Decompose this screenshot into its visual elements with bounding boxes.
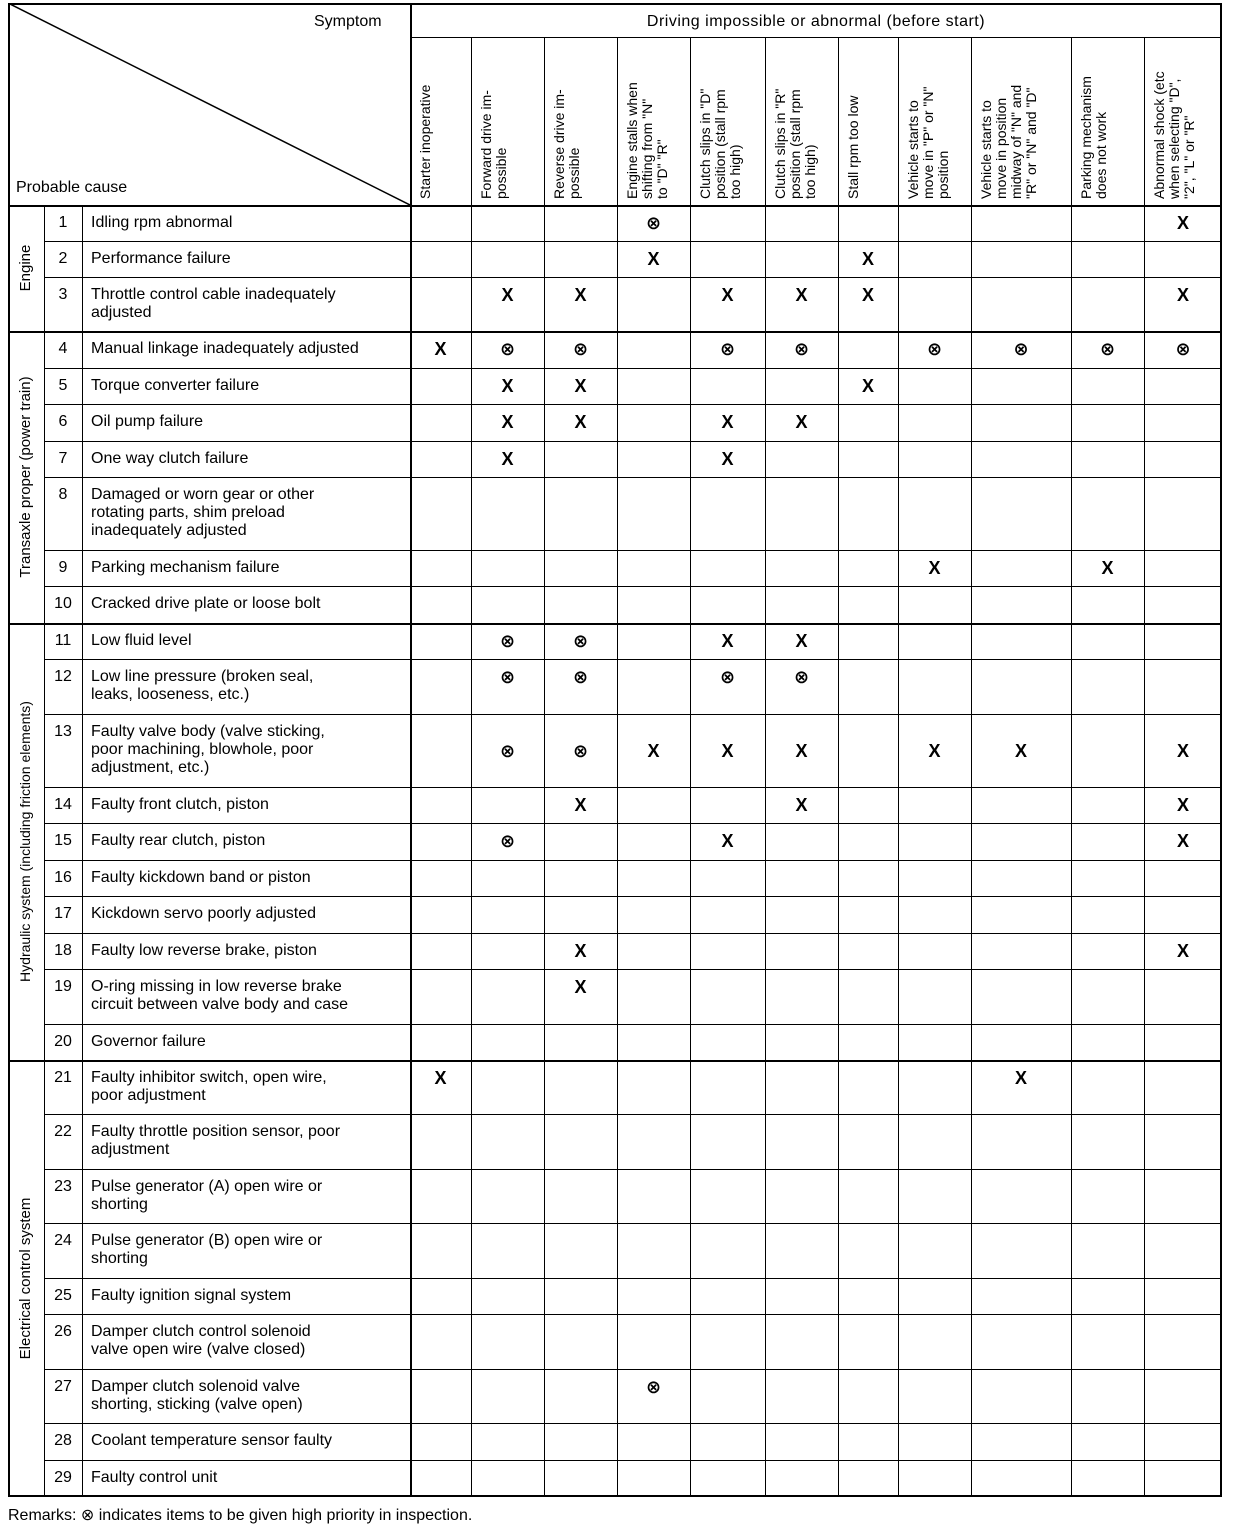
priority-mark: ⊗ [499,831,516,851]
group-label-4: Electrical control system [17,1197,34,1360]
symptom-group-title: Driving impossible or abnormal (before start) [646,13,986,30]
row-number: 16 [54,869,72,886]
row-number: 12 [54,668,72,685]
probable-cause: Faulty ignition signal system [91,1287,292,1304]
probable-cause: Oil pump failure [91,413,204,430]
probable-cause: Damaged or worn gear or other rotating parts, shim preload inadequately adjusted [91,486,315,539]
symptom-header-4: Engine stalls when shifting from "N" to "D" "R" [624,82,670,199]
row-rule [44,1423,1222,1424]
probable-cause: Damper clutch solenoid valve shorting, sticking (valve open) [91,1378,303,1413]
priority-mark: ⊗ [1099,339,1116,359]
symptom-mark: X [721,631,734,651]
probable-cause: Faulty rear clutch, piston [91,832,266,849]
row-rule [44,860,1222,861]
priority-mark: ⊗ [499,740,516,761]
priority-mark: ⊗ [793,339,810,359]
row-rule [44,1114,1222,1115]
priority-mark: ⊗ [645,213,662,233]
row-rule [44,1314,1222,1315]
row-rule [44,1223,1222,1224]
probable-cause: Faulty inhibitor switch, open wire, poor adjustment [91,1069,327,1104]
priority-mark: ⊗ [499,339,516,359]
probable-cause: Torque converter failure [91,377,260,394]
group-label-1: Engine [17,244,34,292]
probable-cause: Low line pressure (broken seal, leaks, looseness, etc.) [91,668,314,703]
symptom-header-9: Vehicle starts to move in position midway of "N" and "R" or "N" and "D" [978,84,1039,199]
group-separator-rule [8,623,1222,625]
row-rule [44,1169,1222,1170]
symptom-mark: X [861,376,874,396]
row-number: 5 [58,377,68,394]
symptom-mark: X [795,285,808,305]
row-number: 21 [54,1069,72,1086]
cause-column-right-rule [410,205,412,1497]
symptom-mark: X [928,740,941,761]
symptom-header-3: Reverse drive im- possible [551,89,582,199]
probable-cause: O-ring missing in low reverse brake circuit between valve body and case [91,978,349,1013]
row-rule [44,277,1222,278]
symptom-mark: X [1101,558,1114,578]
row-number: 24 [54,1232,72,1249]
header-bottom-rule [8,205,1222,207]
symptom-mark: X [574,977,587,997]
symptom-mark: X [574,376,587,396]
row-number: 4 [58,340,68,357]
probable-cause: Throttle control cable inadequately adjusted [91,286,336,321]
probable-cause: Low fluid level [91,632,192,649]
row-number: 25 [54,1287,72,1304]
row-rule [44,241,1222,242]
probable-cause: Idling rpm abnormal [91,214,233,231]
row-number: 6 [58,413,68,430]
symptom-mark: X [574,795,587,815]
probable-cause: Faulty kickdown band or piston [91,869,311,886]
symptom-mark: X [721,740,734,761]
symptom-header-7: Stall rpm too low [845,95,861,199]
symptom-mark: X [795,795,808,815]
row-rule [44,714,1222,715]
row-rule [44,550,1222,551]
row-rule [44,441,1222,442]
row-number: 26 [54,1323,72,1340]
symptom-mark: X [795,631,808,651]
row-rule [44,896,1222,897]
row-rule [44,787,1222,788]
row-number: 8 [58,486,68,503]
row-rule [44,477,1222,478]
probable-cause: Pulse generator (A) open wire or shorting [91,1178,323,1213]
probable-cause: Parking mechanism failure [91,559,280,576]
symptom-mark: X [501,376,514,396]
row-number: 9 [58,559,68,576]
symptom-mark: X [1014,1068,1027,1088]
row-number: 1 [58,214,68,231]
row-number: 29 [54,1469,72,1486]
row-number: 3 [58,286,68,303]
probable-cause: Faulty control unit [91,1469,218,1486]
row-number: 23 [54,1178,72,1195]
symptom-mark: X [1176,213,1189,233]
priority-mark: ⊗ [719,667,736,687]
row-rule [44,368,1222,369]
symptom-header-11: Abnormal shock (etc when selecting "D", "2", "L" or "R" [1151,71,1197,199]
row-number: 20 [54,1033,72,1050]
symptom-mark: X [1176,285,1189,305]
row-number: 14 [54,796,72,813]
symptom-mark: X [434,1068,447,1088]
symptom-header-8: Vehicle starts to move in "P" or "N" position [905,86,951,199]
priority-mark: ⊗ [572,631,589,651]
symptom-header-10: Parking mechanism does not work [1078,76,1109,199]
table-border-bottom [8,1495,1222,1497]
row-number: 17 [54,905,72,922]
remarks-note: Remarks: ⊗ indicates items to be given high priority in inspection. [8,1507,473,1524]
row-number: 28 [54,1432,72,1449]
symptom-header-1: Starter inoperative [417,84,433,199]
symptom-header-6: Clutch slips in "R" position (stall rpm too high) [772,88,818,199]
symptom-mark: X [574,941,587,961]
probable-cause: Manual linkage inadequately adjusted [91,340,359,357]
row-rule [44,1278,1222,1279]
priority-mark: ⊗ [926,339,943,359]
symptom-label: Symptom [314,13,382,30]
symptom-header-2: Forward drive im- possible [478,90,509,199]
symptom-mark: X [1176,831,1189,851]
symptom-mark: X [795,740,808,761]
row-rule [44,1024,1222,1025]
symptom-mark: X [721,412,734,432]
priority-mark: ⊗ [1175,339,1191,359]
probable-cause: Pulse generator (B) open wire or shorting [91,1232,323,1267]
probable-cause: Faulty throttle position sensor, poor adjustment [91,1123,341,1158]
symptom-mark: X [721,285,734,305]
row-number: 22 [54,1123,72,1140]
row-rule [44,1369,1222,1370]
table-border-left [8,3,10,1497]
symptom-mark: X [501,285,514,305]
symptom-header-5: Clutch slips in "D" position (stall rpm too high) [697,88,743,199]
probable-cause-label: Probable cause [16,179,128,196]
row-rule [44,404,1222,405]
probable-cause: Damper clutch control solenoid valve open wire (valve closed) [91,1323,311,1358]
row-number: 13 [54,723,72,740]
symptom-mark: X [647,740,660,761]
row-rule [44,586,1222,587]
priority-mark: ⊗ [572,667,589,687]
header-divider-vertical [410,3,412,205]
symptom-mark: X [1176,795,1189,815]
priority-mark: ⊗ [719,339,736,359]
symptom-mark: X [1176,941,1189,961]
probable-cause: Kickdown servo poorly adjusted [91,905,317,922]
row-number: 15 [54,832,72,849]
probable-cause: Faulty valve body (valve sticking, poor machining, blowhole, poor adjustment, etc.) [91,723,325,776]
symptom-mark: X [647,249,660,269]
row-number: 18 [54,942,72,959]
table-border-top [8,3,1222,5]
row-number: 19 [54,978,72,995]
group-separator-rule [8,1060,1222,1062]
priority-mark: ⊗ [572,339,589,359]
row-rule [44,659,1222,660]
number-column-rule [82,205,83,1497]
symptom-mark: X [501,449,514,469]
symptom-mark: X [721,831,734,851]
header-diagonal-line [8,3,410,205]
group-label-2: Transaxle proper (power train) [17,376,34,578]
symptom-mark: X [861,285,874,305]
row-number: 11 [54,632,72,649]
probable-cause: One way clutch failure [91,450,249,467]
row-rule [44,933,1222,934]
probable-cause: Governor failure [91,1033,206,1050]
troubleshooting-table [8,3,1222,1497]
symptom-mark: X [861,249,874,269]
row-number: 2 [58,250,68,267]
probable-cause: Performance failure [91,250,231,267]
symptom-mark: X [501,412,514,432]
priority-mark: ⊗ [1013,339,1029,359]
header-divider-horizontal [410,37,1222,38]
group-label-3: Hydraulic system (including friction elements) [17,701,33,982]
row-rule [44,823,1222,824]
group-separator-rule [8,331,1222,333]
row-number: 7 [58,450,68,467]
probable-cause: Coolant temperature sensor faulty [91,1432,333,1449]
row-number: 27 [54,1378,72,1395]
symptom-mark: X [795,412,808,432]
symptom-mark: X [721,449,734,469]
probable-cause: Cracked drive plate or loose bolt [91,595,321,612]
symptom-mark: X [574,412,587,432]
row-rule [44,969,1222,970]
symptom-mark: X [928,558,941,578]
priority-mark: ⊗ [499,631,516,651]
symptom-mark: X [1014,740,1027,761]
row-number: 10 [54,595,72,612]
row-rule [44,1460,1222,1461]
priority-mark: ⊗ [793,667,810,687]
priority-mark: ⊗ [645,1377,662,1397]
probable-cause: Faulty low reverse brake, piston [91,942,317,959]
symptom-mark: X [574,285,587,305]
priority-mark: ⊗ [499,667,516,687]
symptom-mark: X [1176,740,1189,761]
symptom-mark: X [434,339,447,359]
probable-cause: Faulty front clutch, piston [91,796,269,813]
priority-mark: ⊗ [572,740,589,761]
